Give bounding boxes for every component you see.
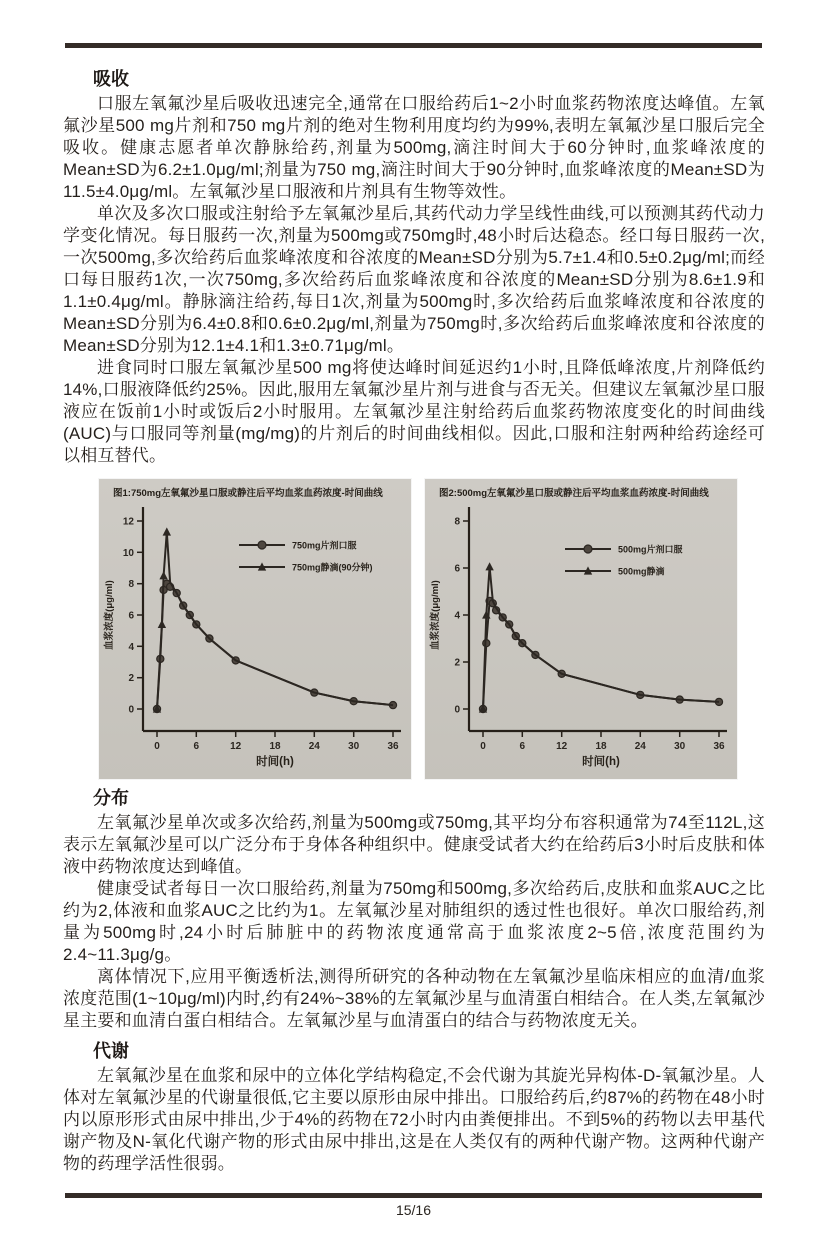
svg-text:血浆浓度(μg/ml): 血浆浓度(μg/ml) (430, 580, 441, 650)
svg-text:12: 12 (122, 516, 134, 528)
svg-text:36: 36 (387, 741, 399, 752)
svg-text:500mg静滴: 500mg静滴 (618, 566, 665, 577)
section-heading-metabolism: 代谢 (93, 1041, 129, 1061)
chart-figure-1 (99, 479, 411, 779)
absorption-paragraph-2: 单次及多次口服或注射给予左氧氟沙星后,其药代动力学呈线性曲线,可以预测其药代动力学变化情况。每日服药一次,剂量为500mg或750mg时,48小时后达稳态。经口每日服药一次,一次500mg,多次给药后血浆峰浓度和谷浓度的Mean±SD分别为5.7±1.4和0.5±0.2μg/ml;而经口每日服药1次,一次750mg,多次给药后血浆峰浓度和谷浓度的Mean±SD分别为8.6±1.9和1.1±0.4μg/ml。静脉滴注给药,每日1次,剂量为500mg时,多次给药后血浆峰浓度和谷浓度的Mean±SD分别为6.4±0.8和0.6±0.2μg/ml,剂量为750mg时,多次给药后血浆峰浓度和谷浓度的Mean±SD分别为12.1±4.1和1.3±0.71μg/ml。 (63, 204, 765, 355)
svg-text:24: 24 (634, 741, 646, 752)
svg-text:500mg片剂口服: 500mg片剂口服 (618, 544, 683, 555)
svg-text:8: 8 (454, 516, 460, 528)
svg-text:24: 24 (308, 741, 320, 752)
svg-text:4: 4 (454, 610, 460, 622)
page-content (63, 60, 765, 1175)
svg-text:2: 2 (454, 657, 460, 669)
absorption-paragraph-3: 进食同时口服左氧氟沙星500 mg将使达峰时间延迟约1小时,且降低峰浓度,片剂降低约14%,口服液降低约25%。因此,服用左氧氟沙星片剂与进食与否无关。但建议左氧氟沙星口服液应在饭前1小时或饭后2小时服用。左氧氟沙星注射给药后血浆药物浓度变化的时间曲线(AUC)与口服同等剂量(mg/mg)的片剂后的时间曲线相似。因此,口服和注射两种给药途经可以相互替代。 (63, 358, 765, 465)
distribution-paragraph-1: 左氧氟沙星单次或多次给药,剂量为500mg或750mg,其平均分布容积通常为74至112L,这表示左氧氟沙星可以广泛分布于身体各种组织中。健康受试者大约在给药后3小时后皮肤和体液中药物浓度达到峰值。 (63, 813, 765, 876)
svg-text:30: 30 (674, 741, 686, 752)
svg-text:10: 10 (122, 547, 134, 559)
chart-figure-2 (425, 479, 737, 779)
svg-text:0: 0 (128, 704, 134, 716)
svg-text:18: 18 (269, 741, 281, 752)
svg-text:6: 6 (454, 563, 460, 575)
top-rule (65, 43, 762, 48)
metabolism-paragraph-1: 左氧氟沙星在血浆和尿中的立体化学结构稳定,不会代谢为其旋光异构体-D-氧氟沙星。人体对左氧氟沙星的代谢量很低,它主要以原形由尿中排出。口服给药后,约87%的药物在48小时内以原形形式由尿中排出,少于4%的药物在72小时内由粪便排出。不到5%的药物以去甲基代谢产物及N-氧化代谢产物的形式由尿中排出,这是在人类仅有的两种代谢产物。这两种代谢产物的药理学活性很弱。 (63, 1066, 765, 1173)
charts-row (99, 479, 765, 779)
svg-text:0: 0 (154, 741, 160, 752)
svg-text:0: 0 (480, 741, 486, 752)
absorption-paragraph-1: 口服左氧氟沙星后吸收迅速完全,通常在口服给药后1~2小时血浆药物浓度达峰值。左氧氟沙星500 mg片剂和750 mg片剂的绝对生物利用度均约为99%,表明左氧氟沙星口服后完全吸收。健康志愿者单次静脉给药,剂量为500mg,滴注时间大于60分钟时,血浆峰浓度的Mean±SD为6.2±1.0μg/ml;剂量为750 mg,滴注时间大于90分钟时,血浆峰浓度的Mean±SD为11.5±4.0μg/ml。左氧氟沙星口服液和片剂具有生物等效性。 (63, 94, 765, 201)
svg-text:6: 6 (128, 610, 134, 622)
svg-text:750mg片剂口服: 750mg片剂口服 (292, 540, 357, 551)
svg-text:8: 8 (128, 579, 134, 591)
bottom-rule (65, 1193, 762, 1198)
distribution-paragraph-2: 健康受试者每日一次口服给药,剂量为750mg和500mg,多次给药后,皮肤和血浆AUC之比约为2,体液和血浆AUC之比约为1。左氧氟沙星对肺组织的透过性也很好。单次口服给药,剂量为500mg时,24小时后肺脏中的药物浓度通常高于血浆浓度2~5倍,浓度范围约为2.4~11.3μg/g。 (63, 879, 765, 964)
svg-text:2: 2 (128, 673, 134, 685)
svg-text:12: 12 (230, 741, 242, 752)
svg-text:图1:750mg左氧氟沙星口服或静注后平均血浆血药浓度-时间: 图1:750mg左氧氟沙星口服或静注后平均血浆血药浓度-时间曲线 (113, 488, 383, 499)
svg-text:血浆浓度(μg/ml): 血浆浓度(μg/ml) (104, 580, 115, 650)
svg-text:18: 18 (595, 741, 607, 752)
distribution-paragraph-3: 离体情况下,应用平衡透析法,测得所研究的各种动物在左氧氟沙星临床相应的血清/血浆浓度范围(1~10μg/ml)内时,约有24%~38%的左氧氟沙星与血清蛋白相结合。在人类,左氧氟沙星主要和血清白蛋白相结合。左氧氟沙星与血清蛋白的结合与药物浓度无关。 (63, 967, 765, 1030)
svg-text:750mg静滴(90分钟): 750mg静滴(90分钟) (292, 562, 373, 573)
svg-text:时间(h): 时间(h) (582, 756, 620, 768)
page-number: 15/16 (395, 1202, 432, 1218)
svg-text:4: 4 (128, 641, 134, 653)
svg-text:0: 0 (454, 704, 460, 716)
svg-text:时间(h): 时间(h) (256, 756, 294, 768)
svg-text:6: 6 (519, 741, 526, 752)
svg-text:30: 30 (348, 741, 360, 752)
section-heading-distribution: 分布 (93, 788, 129, 808)
svg-text:12: 12 (556, 741, 568, 752)
section-heading-absorption: 吸收 (93, 69, 129, 89)
svg-text:36: 36 (713, 741, 725, 752)
svg-text:6: 6 (193, 741, 200, 752)
svg-text:图2:500mg左氧氟沙星口服或静注后平均血浆血药浓度-时间: 图2:500mg左氧氟沙星口服或静注后平均血浆血药浓度-时间曲线 (439, 488, 709, 499)
